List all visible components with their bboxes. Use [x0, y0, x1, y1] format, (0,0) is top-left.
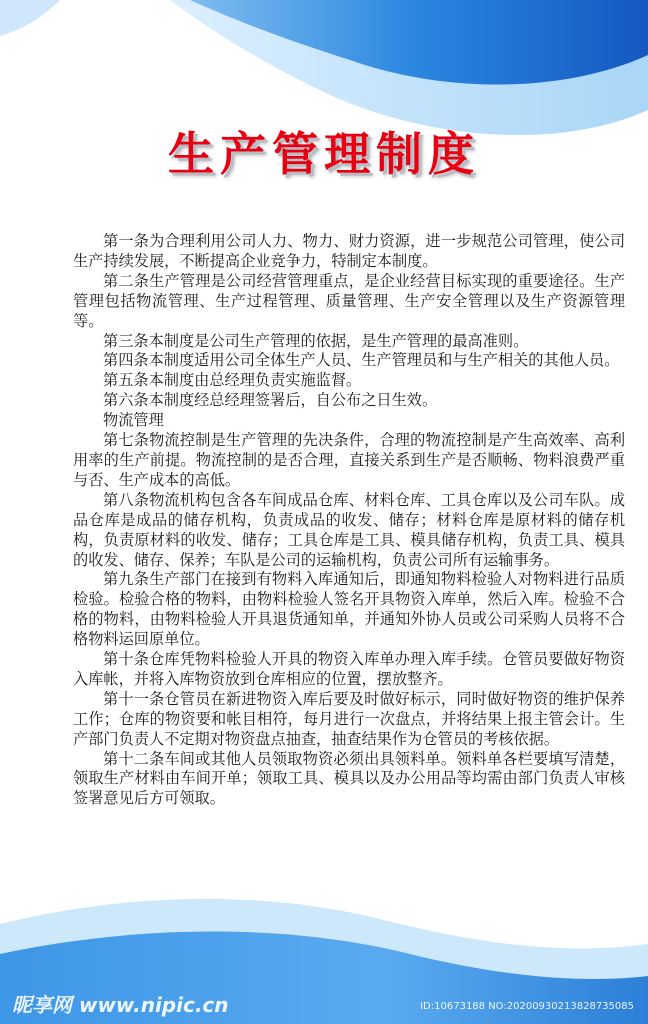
paragraph: 第二条生产管理是公司经营管理重点，是企业经营目标实现的重要途径。生产管理包括物流管理、生产过程管理、质量管理、生产安全管理以及生产资源管理等。 — [73, 271, 625, 330]
paragraph: 第十一条仓管员在新进物资入库后要及时做好标示，同时做好物资的维护保养工作；仓库的物资要和帐目相符，每月进行一次盘点，并将结果上报主管会计。生产部门负责人不定期对物资盘点抽查，抽查结果作为仓管员的考核依据。 — [73, 689, 625, 748]
paragraph: 第四条本制度适用公司全体生产人员、生产管理员和与生产相关的其他人员。 — [103, 351, 620, 370]
paragraph: 第五条本制度由总经理负责实施监督。 — [103, 371, 362, 390]
paragraph: 第三条本制度是公司生产管理的依据，是生产管理的最高准则。 — [103, 331, 529, 350]
paragraph: 第十条仓库凭物料检验人开具的物资入库单办理入库手续。仓管员要做好物资入库帐，并将入库物资放到仓库相应的位置，摆放整齐。 — [73, 650, 625, 688]
paragraph: 第七条物流控制是生产管理的先决条件，合理的物流控制是产生高效率、高利用率的生产前提。物流控制的是否合理，直接关系到生产是否顺畅、物料浪费严重与否、生产成本的高低。 — [73, 431, 625, 489]
page-title: 生产管理制度 — [168, 127, 480, 181]
paragraph: 第六条本制度经总经理签署后，自公布之日生效。 — [103, 391, 438, 410]
paragraph: 第十二条车间或其他人员领取物资必须出具领料单。领料单各栏要填写清楚，领取生产材料由车间开单；领取工具、模具以及办公用品等均需由部门负责人审核签署意见后方可领取。 — [73, 749, 625, 808]
paragraph: 第一条为合理利用公司人力、物力、财力资源，进一步规范公司管理，使公司生产持续发展，不断提高企业竞争力，特制定本制度。 — [73, 232, 625, 270]
regulation-body — [73, 232, 625, 809]
paragraph: 第九条生产部门在接到有物料入库通知后，即通知物料检验人对物料进行品质检验。检验合格的物料，由物料检验人签名开具物资入库单，然后入库。检验不合格的物料，由物料检验人开具退货通知单，并通知外协人员或公司采购人员将不合格物料运回原单位。 — [73, 570, 625, 649]
watermark-id: ID:10673188 NO:20200930213828735085 — [420, 1001, 634, 1012]
paragraph: 第八条物流机构包含各车间成品仓库、材料仓库、工具仓库以及公司车队。成品仓库是成品的储存机构，负责成品的收发、储存；材料仓库是原材料的储存机构，负责原材料的收发、储存；工具仓库是工具、模具储存机构，负责工具、模具的收发、储存、保养；车队是公司的运输机构，负责公司所有运输事务。 — [73, 490, 625, 569]
section-heading: 物流管理 — [103, 411, 164, 430]
watermark-logo: 昵享网 www.nipic.cn — [12, 993, 229, 1017]
